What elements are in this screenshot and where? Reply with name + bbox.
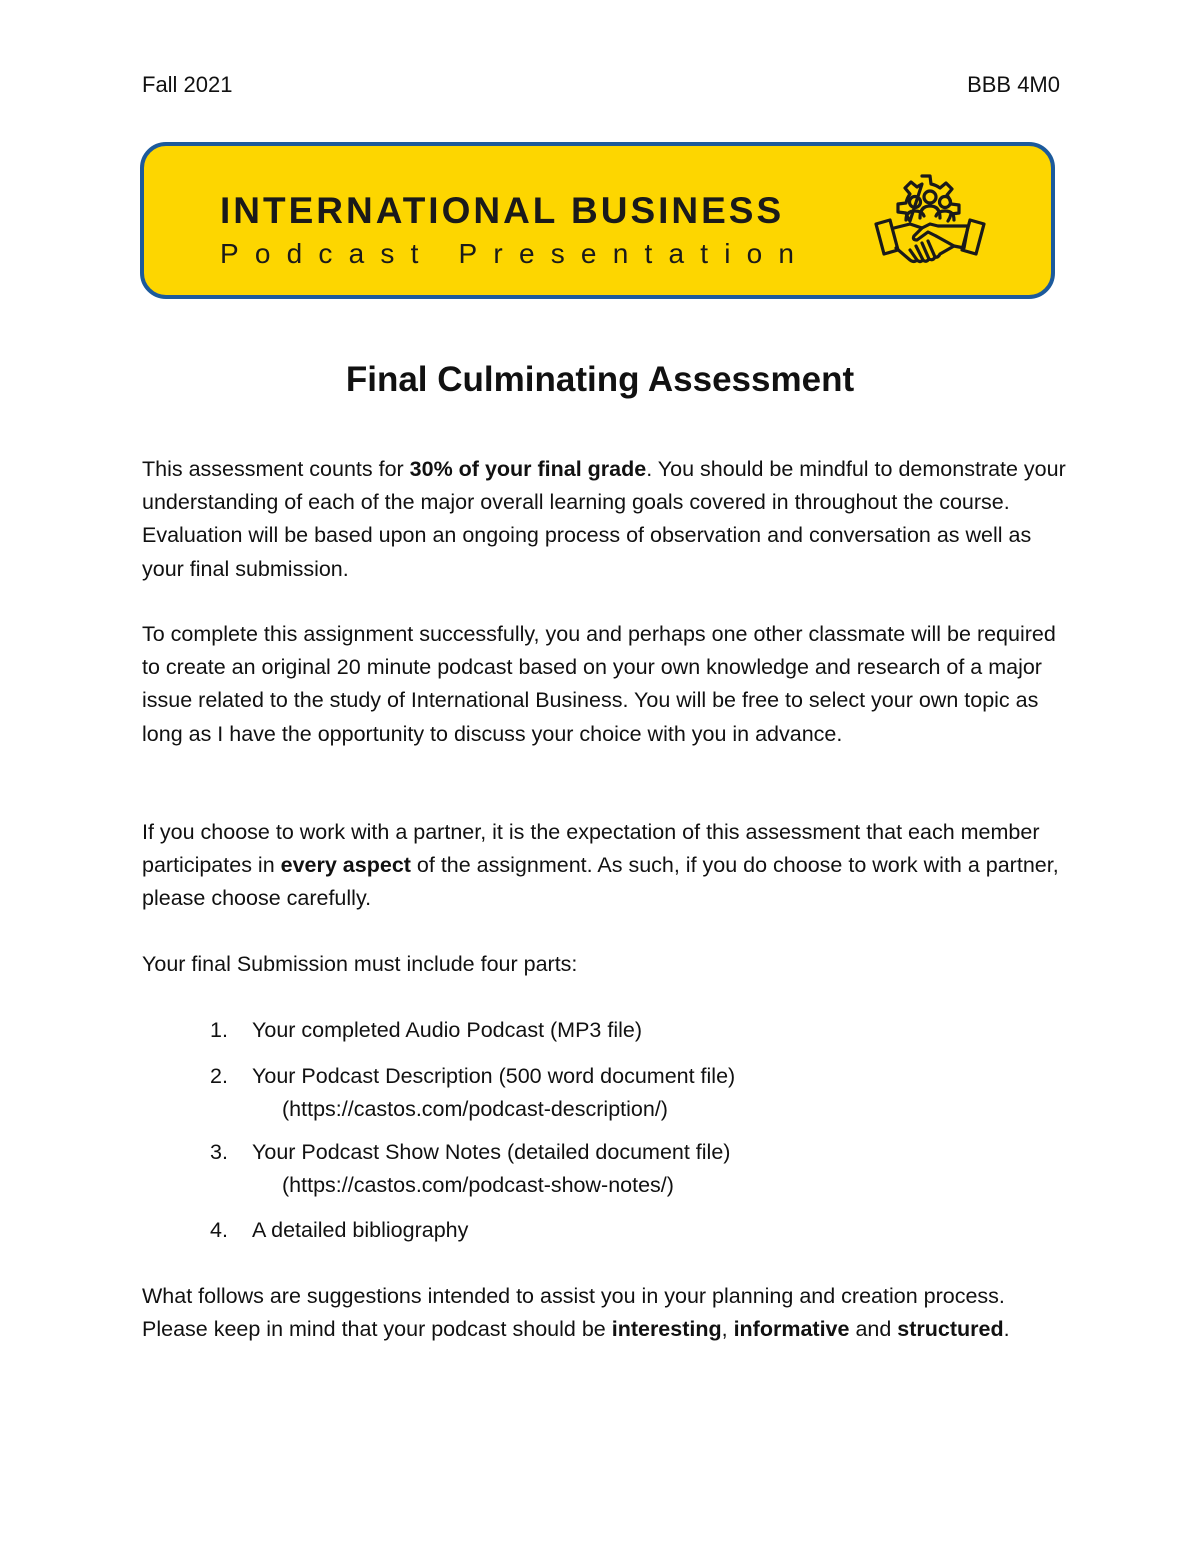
- paragraph-grade-weight: [142, 453, 1072, 586]
- p1-bold-grade: 30% of your final grade: [409, 457, 647, 481]
- list-item-text: Your Podcast Show Notes (detailed document file): [252, 1140, 731, 1164]
- header-course-code: BBB 4M0: [967, 72, 1060, 97]
- p1-text-c: . You should be mindful to demonstrate your understanding of each of the major overall learning goals covered in throughout the course. Evaluation will be based upon an ongoing process of observation and conversation as well as your final submission.: [142, 457, 1066, 581]
- header-term: Fall 2021: [142, 72, 233, 97]
- paragraph-assignment-overview: To complete this assignment successfully, you and perhaps one other classmate will be required to create an original 20 minute podcast based on your own knowledge and research of a major issue related to the study of International Business. You will be free to select your own topic as long as I have the opportunity to discuss your choice with you in advance.: [142, 622, 1056, 746]
- p5-bold-interesting: interesting: [611, 1317, 722, 1342]
- list-item-text: Your Podcast Description (500 word document file): [252, 1064, 736, 1088]
- p5-text-g: .: [1003, 1317, 1010, 1342]
- list-item-link[interactable]: (https://castos.com/podcast-description/): [282, 1097, 668, 1121]
- list-item-link[interactable]: (https://castos.com/podcast-show-notes/): [282, 1173, 674, 1197]
- p5-bold-structured: structured: [897, 1317, 1004, 1342]
- paragraph-submission-intro: Your final Submission must include four parts:: [142, 952, 578, 976]
- banner-title: INTERNATIONAL BUSINESS: [220, 190, 785, 231]
- title-banner: [140, 142, 1055, 299]
- list-item-text: A detailed bibliography: [252, 1218, 469, 1242]
- p5-text-e: and: [849, 1317, 898, 1342]
- business-handshake-team-icon: [870, 166, 990, 286]
- page-title: Final Culminating Assessment: [345, 360, 855, 399]
- p5-text-c: ,: [721, 1317, 734, 1342]
- list-item-text: Your completed Audio Podcast (MP3 file): [252, 1018, 643, 1042]
- p1-text-a: This assessment counts for: [142, 457, 410, 481]
- p3-bold-aspect: every aspect: [280, 853, 411, 878]
- list-item-number: 1.: [210, 1018, 228, 1042]
- p5-text-a: What follows are suggestions intended to assist you in your planning and creation process. Please keep in mind that your podcast should be: [142, 1284, 1005, 1342]
- paragraph-partner-expectations: [142, 816, 1072, 916]
- list-item-number: 3.: [210, 1140, 228, 1164]
- list-item-number: 4.: [210, 1218, 228, 1242]
- p5-bold-informative: informative: [733, 1317, 850, 1342]
- banner-subtitle: Podcast Presentation: [220, 238, 811, 269]
- p3-text-c: of the assignment. As such, if you do choose to work with a partner, please choose carefully.: [142, 853, 1059, 911]
- paragraph-closing-guidance: [142, 1280, 1072, 1346]
- p3-text-a: If you choose to work with a partner, it is the expectation of this assessment that each member participates in: [142, 820, 1040, 878]
- list-item-number: 2.: [210, 1064, 228, 1088]
